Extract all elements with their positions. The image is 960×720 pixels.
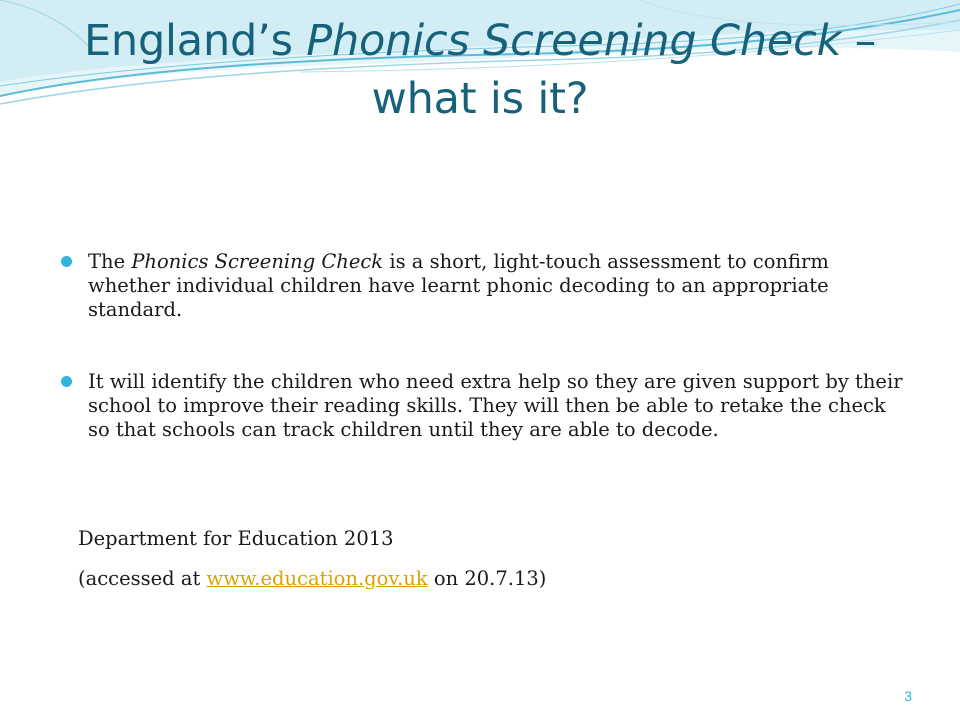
title-text-part: England’s — [83, 16, 307, 66]
source-access-suffix: on 20.7.13) — [427, 567, 547, 590]
bullet-italic-text: Phonics Screening Check — [131, 250, 384, 273]
bullet-dot-icon — [61, 256, 72, 267]
source-access-note — [78, 566, 546, 592]
page-number: 3 — [904, 688, 912, 704]
bullet-text-suffix: is a short, light-touch assessment to confirm whether individual children have learnt phonic decoding to an appropriate standard. — [88, 250, 829, 321]
bullet-list — [58, 250, 908, 490]
bullet-text: It will identify the children who need extra help so they are given support by their school to improve their reading skills. They will then be able to retake the check so that schools can track children until they are able to decode. — [88, 370, 903, 441]
bullet-text-prefix: The — [88, 250, 132, 273]
title-italic-part: Phonics Screening Check — [306, 16, 842, 66]
slide-title — [40, 12, 920, 128]
source-access-prefix: (accessed at — [78, 567, 207, 590]
bullet-item — [58, 250, 908, 322]
bullet-dot-icon — [61, 376, 72, 387]
title-text-part-end: – what is it? — [371, 16, 877, 124]
source-link[interactable]: www.education.gov.uk — [206, 567, 428, 590]
bullet-item — [58, 370, 908, 442]
source-citation: Department for Education 2013 — [78, 527, 394, 550]
